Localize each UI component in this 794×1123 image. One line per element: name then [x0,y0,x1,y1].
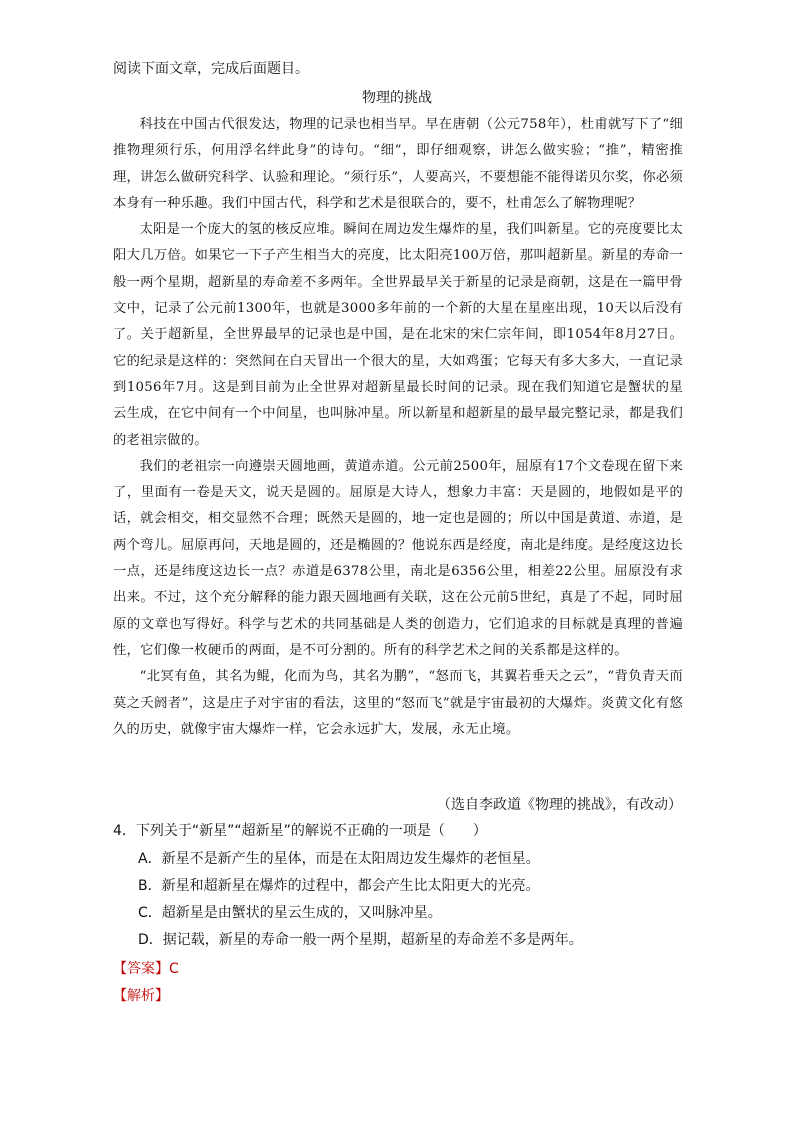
reading-instruction: 阅读下面文章，完成后面题目。 [113,61,309,77]
analysis-line [113,985,169,1007]
article-body [113,112,683,743]
article-title: 物理的挑战 [362,90,432,106]
question-options [138,848,583,956]
option-c: C．超新星是由蟹状的星云生成的，又叫脉冲星。 [138,905,442,921]
option-b: B．新星和超新星在爆炸的过程中，都会产生比太阳更大的光亮。 [138,878,540,894]
question-stem: 4．下列关于“新星”“超新星”的解说不正确的一项是（ ） [113,823,487,839]
option-d: D．据记载，新星的寿命一般一两个星期，超新星的寿命差不多是两年。 [138,932,583,948]
article-paragraph-1: 科技在中国古代很发达，物理的记录也相当早。早在唐朝（公元758年），杜甫就写下了“细推物理须行乐，何用浮名绊此身”的诗句。“细”，即仔细观察，讲怎么做实验；“推”，精密推理，讲怎么做研究科学、认验和理论。“须行乐”，人要高兴，不要想能不能得诺贝尔奖，你必须本身有一种乐趣。我们中国古代，科学和艺术是很联合的，要不，杜甫怎么了解物理呢？ [113,117,683,211]
option-a: A．新星不是新产生的星体，而是在太阳周边发生爆炸的老恒星。 [138,851,540,867]
answer-value: C [169,961,179,977]
article-source: （选自李政道《物理的挑战》，有改动） [437,797,682,813]
answer-line [113,958,179,980]
analysis-label: 【解析】 [113,988,169,1004]
article-paragraph-4: “北冥有鱼，其名为鲲，化而为鸟，其名为鹏”，“怒而飞，其翼若垂天之云”，“背负青天而莫之夭阏者”，这是庄子对宇宙的看法，这里的“怒而飞”就是宇宙最初的大爆炸。炎黄文化有悠久的历史，就像宇宙大爆炸一样，它会永远扩大，发展，永无止境。 [113,669,683,737]
article-paragraph-2: 太阳是一个庞大的氢的核反应堆。瞬间在周边发生爆炸的星，我们叫新星。它的亮度要比太阳大几万倍。如果它一下子产生相当大的亮度，比太阳亮100万倍，那叫超新星。新星的寿命一般一两个星期，超新星的寿命差不多两年。全世界最早关于新星的记录是商朝，这是在一篇甲骨文中，记录了公元前1300年，也就是3000多年前的一个新的大星在星座出现，10天以后没有了。关于超新星，全世界最早的记录也是中国，是在北宋的宋仁宗年间，即1054年8月27日。它的纪录是这样的：突然间在白天冒出一个很大的星，大如鸡蛋；它每天有多大多大，一直记录到1056年7月。这是到目前为止全世界对超新星最长时间的记录。现在我们知道它是蟹状的星云生成，在它中间有一个中间星，也叫脉冲星。所以新星和超新星的最早最完整记录，都是我们的老祖宗做的。 [113,222,683,448]
answer-label: 【答案】 [113,961,169,977]
article-paragraph-3: 我们的老祖宗一向遵崇天圆地画，黄道赤道。公元前2500年，屈原有17个文卷现在留下来了，里面有一卷是天文，说天是圆的。屈原是大诗人，想象力丰富：天是圆的，地假如是平的话，就会相交，相交显然不合理；既然天是圆的，地一定也是圆的；所以中国是黄道、赤道，是两个弯儿。屈原再问，天地是圆的，还是椭圆的？他说东西是经度，南北是纬度。是经度这边长一点，还是纬度这边长一点？赤道是6378公里，南北是6356公里，相差22公里。屈原没有求出来。不过，这个充分解释的能力跟天圆地画有关联，这在公元前5世纪，真是了不起，同时屈原的文章也写得好。科学与艺术的共同基础是人类的创造力，它们追求的目标就是真理的普遍性，它们像一枚硬币的两面，是不可分割的。所有的科学艺术之间的关系都是这样的。 [113,458,683,658]
